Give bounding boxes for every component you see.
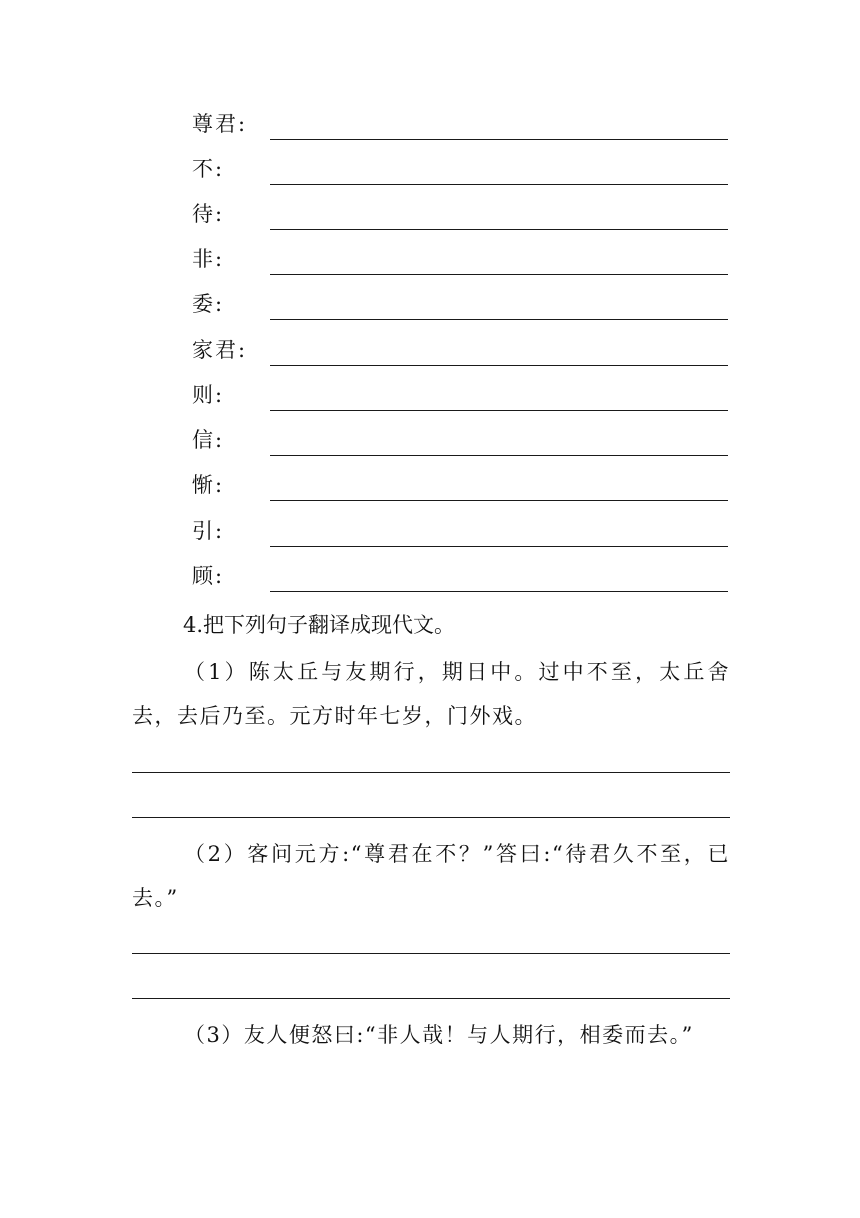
answer-blank[interactable] — [270, 229, 728, 230]
term-label: 非: — [192, 247, 225, 271]
term-label: 尊君: — [192, 112, 248, 136]
term-label: 不: — [192, 157, 225, 181]
term-row — [192, 562, 728, 592]
term-label: 顾: — [192, 564, 225, 588]
term-row — [192, 155, 728, 185]
answer-line[interactable] — [132, 772, 730, 773]
term-label: 引: — [192, 519, 225, 543]
answer-blank[interactable] — [270, 500, 728, 501]
term-row — [192, 245, 728, 275]
answer-line[interactable] — [132, 998, 730, 999]
answer-blank[interactable] — [270, 455, 728, 456]
term-row — [192, 200, 728, 230]
term-row — [192, 110, 728, 140]
question-title: 4.把下列句子翻译成现代文。 — [183, 613, 456, 637]
answer-blank[interactable] — [270, 184, 728, 185]
term-label: 待: — [192, 202, 225, 226]
term-row — [192, 426, 728, 456]
answer-blank[interactable] — [270, 410, 728, 411]
answer-blank[interactable] — [270, 365, 728, 366]
term-label: 家君: — [192, 338, 248, 362]
term-row — [192, 381, 728, 411]
term-row — [192, 290, 728, 320]
term-row — [192, 336, 728, 366]
sentence-1: （1）陈太丘与友期行，期日中。过中不至，太丘舍去，去后乃至。元方时年七岁，门外戏。 — [132, 660, 730, 728]
term-label: 委: — [192, 292, 225, 316]
term-label: 信: — [192, 428, 225, 452]
term-row — [192, 471, 728, 501]
term-row — [192, 517, 728, 547]
answer-blank[interactable] — [270, 591, 728, 592]
answer-blank[interactable] — [270, 319, 728, 320]
answer-blank[interactable] — [270, 546, 728, 547]
answer-blank[interactable] — [270, 139, 728, 140]
answer-line[interactable] — [132, 817, 730, 818]
answer-line[interactable] — [132, 953, 730, 954]
sentence-3: （3）友人便怒曰:“非人哉！与人期行，相委而去。” — [184, 1023, 694, 1047]
answer-blank[interactable] — [270, 274, 728, 275]
term-label: 惭: — [192, 473, 225, 497]
term-label: 则: — [192, 383, 225, 407]
sentence-2: （2）客问元方:“尊君在不？”答曰:“待君久不至，已去。” — [132, 842, 730, 910]
